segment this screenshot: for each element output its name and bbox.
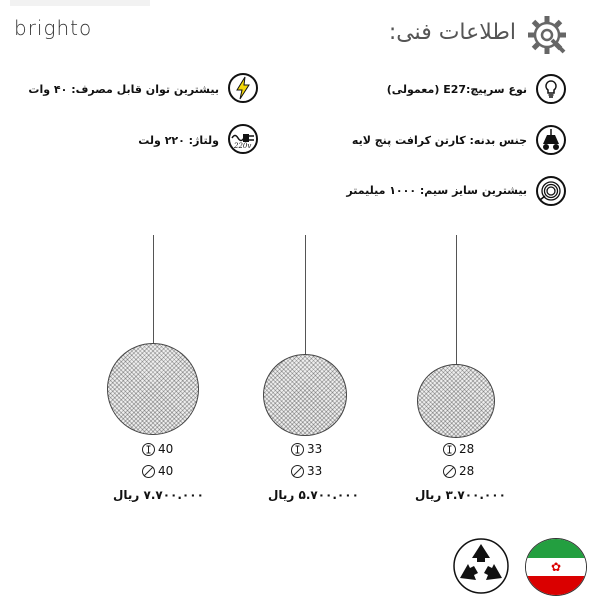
- iran-flag-icon: ✿: [525, 538, 587, 596]
- recycle-icon: [450, 538, 512, 594]
- spec-socket: نوع سرپیچ:E27 (معمولی): [386, 83, 527, 96]
- lamp-large-height: [142, 442, 173, 456]
- diameter-icon: [142, 465, 155, 478]
- lamp-cord-small: [456, 235, 457, 365]
- diameter-icon: [443, 465, 456, 478]
- lamp-small-price: ۳.۷۰۰.۰۰۰ ریال: [415, 488, 506, 502]
- lamp-medium-diameter: [291, 464, 322, 478]
- voltage-badge: 220v: [234, 142, 252, 150]
- spec-voltage: ولتاژ: ۲۲۰ ولت: [138, 134, 219, 147]
- lamp-cord-medium: [305, 235, 306, 355]
- lamp-small-diameter-value: 28: [459, 464, 475, 478]
- lightning-icon: [228, 73, 258, 103]
- lamp-medium-price: ۵.۷۰۰.۰۰۰ ریال: [268, 488, 359, 502]
- height-icon: [142, 443, 155, 456]
- lamp-shade-icon: [536, 125, 566, 155]
- lamp-small-height-value: 28: [459, 442, 475, 456]
- lamp-small-height: [443, 442, 474, 456]
- light-bulb-icon: [536, 74, 566, 104]
- lamp-large-height-value: 40: [158, 442, 174, 456]
- lamp-medium-height: [291, 442, 322, 456]
- lamp-small-diameter: [443, 464, 474, 478]
- height-icon: [291, 443, 304, 456]
- lamp-large-diameter-value: 40: [158, 464, 174, 478]
- diameter-icon: [291, 465, 304, 478]
- wire-coil-icon: [536, 176, 566, 206]
- lamp-large: [107, 343, 199, 435]
- lamp-medium: [263, 354, 347, 436]
- height-icon: [443, 443, 456, 456]
- plug-icon: [228, 124, 258, 154]
- page-title: اطلاعات فنی:: [388, 20, 516, 45]
- lamp-cord-large: [153, 235, 154, 345]
- lamp-large-diameter: [142, 464, 173, 478]
- gear-wrench-icon: [524, 12, 570, 58]
- brand-logo: brighto: [14, 16, 93, 40]
- spec-max-power: بیشترین توان قابل مصرف: ۴۰ وات: [28, 83, 219, 96]
- lamp-medium-height-value: 33: [307, 442, 323, 456]
- spec-body-material: جنس بدنه: کارتن کرافت پنج لایه: [351, 134, 527, 147]
- brand-underline: [10, 0, 150, 6]
- lamp-medium-diameter-value: 33: [307, 464, 323, 478]
- lamp-small: [417, 364, 495, 438]
- lamp-large-price: ۷.۷۰۰.۰۰۰ ریال: [113, 488, 204, 502]
- spec-wire-size: بیشترین سایز سیم: ۱۰۰۰ میلیمتر: [346, 184, 527, 197]
